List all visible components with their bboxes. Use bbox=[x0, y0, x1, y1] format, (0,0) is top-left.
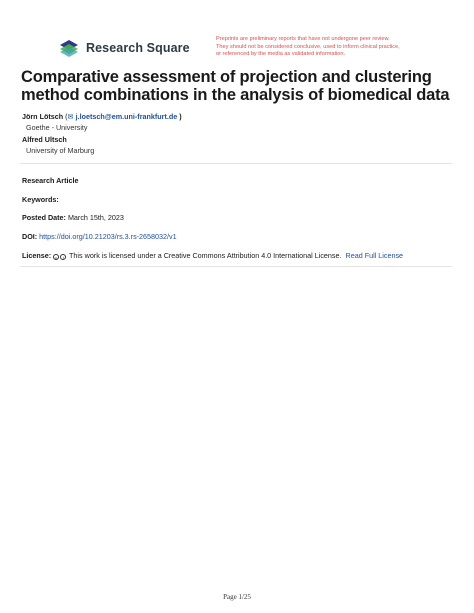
read-full-license-link[interactable]: Read Full License bbox=[345, 251, 404, 260]
doi-field: DOI: https://doi.org/10.21203/rs.3.rs-2658032/v1 bbox=[22, 232, 177, 241]
keywords-field: Keywords: bbox=[22, 195, 59, 204]
author-email-link[interactable]: ✉ j.loetsch@em.uni-frankfurt.de bbox=[67, 112, 178, 121]
author-affiliation: University of Marburg bbox=[26, 146, 95, 155]
mail-icon: ✉ bbox=[67, 112, 74, 121]
divider bbox=[20, 266, 452, 267]
posted-date: March 15th, 2023 bbox=[67, 213, 124, 222]
paper-title: Comparative assessment of projection and clustering method combinations in the analysis of biomedical data bbox=[21, 68, 450, 104]
divider bbox=[20, 163, 452, 164]
by-icon: i bbox=[60, 254, 66, 260]
author-name: Jörn Lötsch bbox=[22, 112, 64, 121]
author-2 bbox=[22, 135, 67, 144]
research-square-logo-icon bbox=[58, 38, 80, 58]
posted-date-field: Posted Date: March 15th, 2023 bbox=[22, 213, 124, 222]
disclaimer-line: or referenced by the media as validated information. bbox=[216, 51, 346, 58]
author-name: Alfred Ultsch bbox=[22, 135, 67, 144]
doi-link[interactable]: https://doi.org/10.21203/rs.3.rs-2658032/v1 bbox=[39, 232, 177, 241]
article-type: Research Article bbox=[22, 176, 79, 185]
page-number: Page 1/25 bbox=[223, 593, 251, 601]
research-square-logo[interactable] bbox=[58, 38, 190, 58]
preprint-disclaimer bbox=[216, 36, 466, 59]
disclaimer-line: They should not be considered conclusive, used to inform clinical practice, bbox=[216, 43, 400, 50]
disclaimer-line: Preprints are preliminary reports that have not undergone peer review. bbox=[216, 36, 390, 42]
license-text: This work is licensed under a Creative Commons Attribution 4.0 International License. bbox=[69, 251, 342, 260]
cc-icon: c bbox=[55, 254, 58, 260]
brand-name: Research Square bbox=[86, 40, 190, 55]
license-field: License: c i This work is licensed under a Creative Commons Attribution 4.0 International License. Read Full License bbox=[22, 251, 404, 260]
author-affiliation: Goethe - University bbox=[26, 123, 88, 132]
author-1: Jörn Lötsch (✉ j.loetsch@em.uni-frankfurt.de ) bbox=[22, 112, 182, 121]
